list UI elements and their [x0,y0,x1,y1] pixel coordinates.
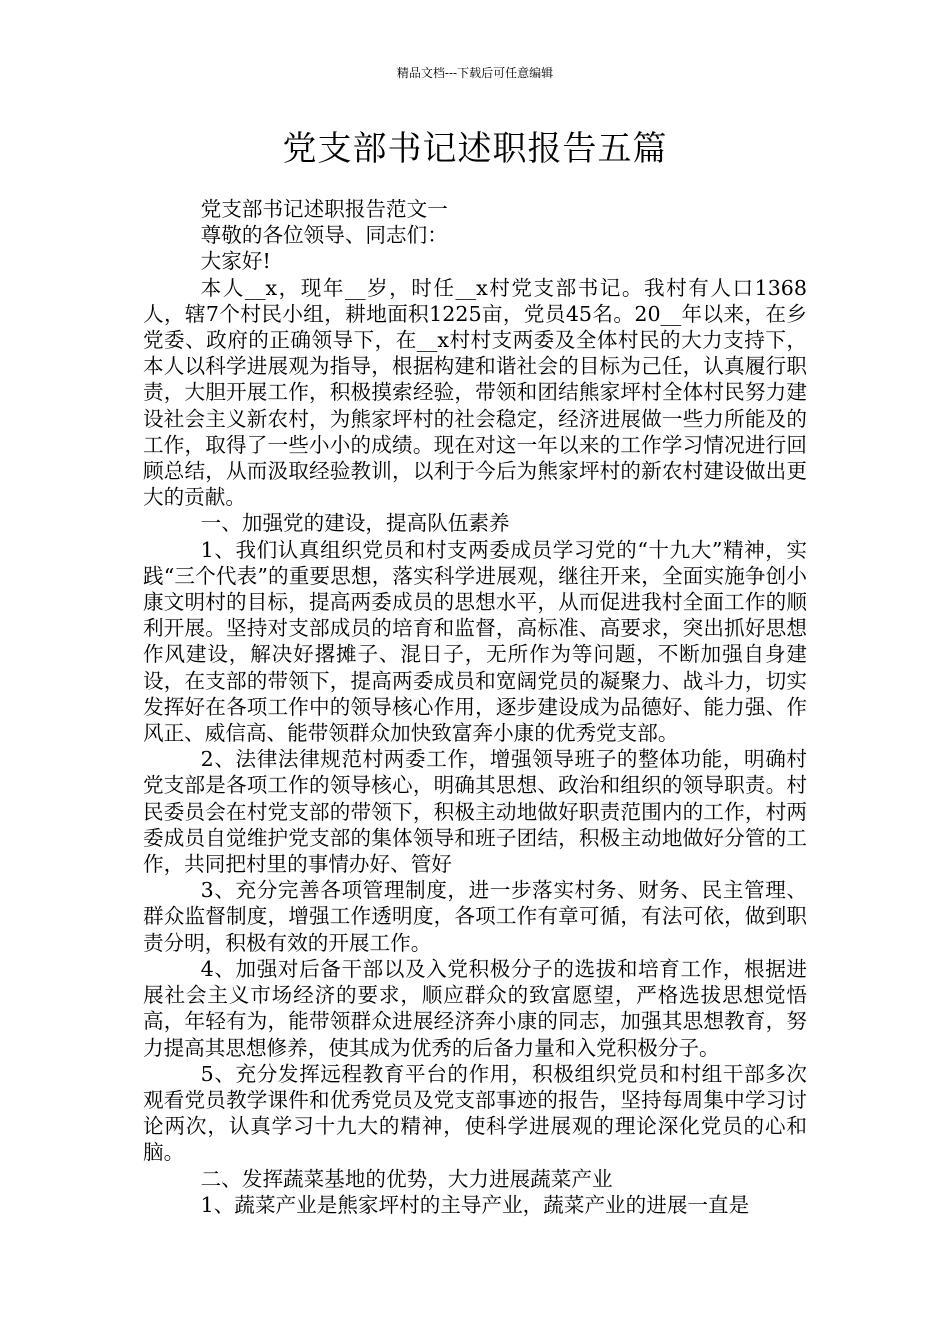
paragraph-item-1: 1、我们认真组织党员和村支两委成员学习党的“十九大”精神，实践“三个代表”的重要思想，落实科学进展观，继往开来，全面实施争创小康文明村的目标，提高两委成员的思想水平，从而促进我村全面工作的顺利开展。坚持对支部成员的培育和监督，高标准、高要求，突出抓好思想作风建设，解决好撂摊子、混日子，无所作为等问题，不断加强自身建设，在支部的带领下，提高两委成员和宽阔党员的凝聚力、战斗力，切实发挥好在各项工作中的领导核心作用，逐步建设成为品德好、能力强、作风正、威信高、能带领群众加快致富奔小康的优秀党支部。 [143,537,807,746]
paragraph-item-2: 2、法律法律规范村两委工作，增强领导班子的整体功能，明确村党支部是各项工作的领导核心，明确其思想、政治和组织的领导职责。村民委员会在村党支部的带领下，积极主动地做好职责范围内的工作，村两委成员自觉维护党支部的集体领导和班子团结，积极主动地做好分管的工作，共同把村里的事情办好、管好 [143,747,807,877]
greeting: 大家好! [200,249,271,274]
paragraph-item-3: 3、充分完善各项管理制度，进一步落实村务、财务、民主管理、群众监督制度，增强工作透明度，各项工作有章可循，有法可依，做到职责分明，积极有效的开展工作。 [143,878,807,955]
salutation: 尊敬的各位领导、同志们： [200,223,448,248]
paragraph-intro: 本人__x，现年__岁，时任__x村党支部书记。我村有人口1368人，辖7个村民小组，耕地面积1225亩，党员45名。20__年以来，在乡党委、政府的正确领导下，在__x村村支两委及全体村民的大力支持下，本人以科学进展观为指导，根据构建和谐社会的目标为己任，认真履行职责，大胆开展工作，积极摸索经验，带领和团结熊家坪村全体村民努力建设社会主义新农村，为熊家坪村的社会稳定，经济进展做一些力所能及的工作，取得了一些小小的成绩。现在对这一年以来的工作学习情况进行回顾总结，从而汲取经验教训，以利于今后为熊家坪村的新农村建设做出更大的贡献。 [143,275,807,510]
subheading-two: 二、发挥蔬菜基地的优势，大力进展蔬菜产业 [200,1166,613,1191]
paragraph-item-5: 5、充分发挥远程教育平台的作用，积极组织党员和村组干部多次观看党员教学课件和优秀党员及党支部事迹的报告，坚持每周集中学习讨论两次，认真学习十九大的精神，使科学进展观的理论深化党员的心和脑。 [143,1061,807,1165]
document-body [143,196,807,1218]
paragraph-item-4: 4、加强对后备干部以及入党积极分子的选拔和培育工作，根据进展社会主义市场经济的要求，顺应群众的致富愿望，严格选拔思想觉悟高，年轻有为，能带领群众进展经济奔小康的同志，加强其思想教育，努力提高其思想修养，使其成为优秀的后备力量和入党积极分子。 [143,956,807,1060]
section-heading: 党支部书记述职报告范文一 [200,197,448,221]
header-note: 精品文档---下载后可任意编辑 [396,66,554,80]
document-title: 党支部书记述职报告五篇 [282,129,668,169]
subheading-one: 一、加强党的建设，提高队伍素养 [200,511,510,536]
paragraph-vegetable-1: 1、蔬菜产业是熊家坪村的主导产业，蔬菜产业的进展一直是 [200,1192,750,1217]
